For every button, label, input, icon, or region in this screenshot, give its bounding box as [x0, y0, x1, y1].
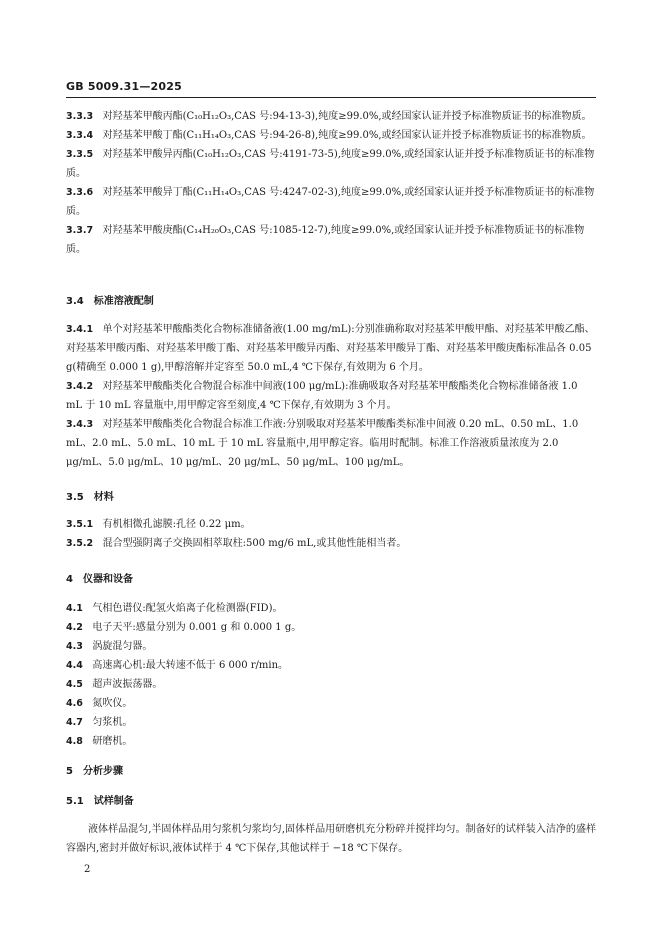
header-rule	[66, 97, 596, 98]
clause-3-3-6: 3.3.6 对羟基苯甲酸异丁酯(C₁₁H₁₄O₃,CAS 号:4247-02-3),纯度≥99.0%,或经国家认证并授予标准物质证书的标准物质。	[66, 187, 595, 217]
section-3-4-heading: 3.4 标准溶液配制	[66, 296, 154, 307]
section-4-body	[66, 599, 596, 751]
section-5-1-paragraph: 液体样品混匀,半固体样品用匀浆机匀浆均匀,固体样品用研磨机充分粉碎并搅拌均匀。制备好的试样装入洁净的盛样容器内,密封并做好标识,液体试样于 4 ℃下保存,其他试样于 −18 ℃下保存。	[66, 824, 596, 854]
clause-4-7: 4.7 匀浆机。	[66, 717, 133, 728]
page-number: 2	[84, 864, 91, 875]
section-4-heading: 4 仪器和设备	[66, 574, 133, 585]
clause-3-5-2: 3.5.2 混合型强阴离子交换固相萃取柱:500 mg/6 mL,或其他性能相当者。	[66, 538, 407, 549]
section-3-5-body	[66, 515, 596, 553]
clause-3-4-2: 3.4.2 对羟基苯甲酸酯类化合物混合标准中间液(100 μg/mL):准确吸取各对羟基苯甲酸酯类化合物标准储备液 1.0 mL 于 10 mL 容量瓶中,用甲醇定容至刻度,4 ℃下保存,有效期为 3 个月。	[66, 381, 578, 411]
clause-3-4-3: 3.4.3 对羟基苯甲酸酯类化合物混合标准工作液:分别吸取对羟基苯甲酸酯类标准中间液 0.20 mL、0.50 mL、1.0 mL、2.0 mL、5.0 mL、10 mL 于 10 mL 容量瓶中,用甲醇定容。临用时配制。标准工作溶液质量浓度为 2.0 μg/mL、5.0 μg/mL、10 μg/mL、20 μg/mL、50 μg/mL、100 μg/mL。	[66, 419, 579, 468]
clause-4-8: 4.8 研磨机。	[66, 736, 133, 747]
reference-materials-list	[66, 107, 596, 259]
section-5-heading: 5 分析步骤	[66, 766, 123, 777]
clause-4-5: 4.5 超声波振荡器。	[66, 679, 163, 690]
clause-3-3-7: 3.3.7 对羟基苯甲酸庚酯(C₁₄H₂₀O₃,CAS 号:1085-12-7),纯度≥99.0%,或经国家认证并授予标准物质证书的标准物质。	[66, 225, 585, 255]
clause-4-2: 4.2 电子天平:感量分别为 0.001 g 和 0.000 1 g。	[66, 622, 302, 633]
clause-3-3-4: 3.3.4 对羟基苯甲酸丁酯(C₁₁H₁₄O₃,CAS 号:94-26-8),纯度≥99.0%,或经国家认证并授予标准物质证书的标准物质。	[66, 130, 592, 141]
clause-4-6: 4.6 氮吹仪。	[66, 698, 133, 709]
section-3-5-heading: 3.5 材料	[66, 492, 114, 503]
clause-4-4: 4.4 高速离心机:最大转速不低于 6 000 r/min。	[66, 660, 289, 671]
clause-4-1: 4.1 气相色谱仪:配氢火焰离子化检测器(FID)。	[66, 603, 283, 614]
standard-number: GB 5009.31—2025	[66, 80, 182, 93]
section-3-4-body	[66, 320, 596, 472]
clause-4-3: 4.3 涡旋混匀器。	[66, 641, 153, 652]
clause-3-5-1: 3.5.1 有机相微孔滤膜:孔径 0.22 μm。	[66, 519, 251, 530]
clause-3-3-5: 3.3.5 对羟基苯甲酸异丙酯(C₁₀H₁₂O₃,CAS 号:4191-73-5),纯度≥99.0%,或经国家认证并授予标准物质证书的标准物质。	[66, 149, 595, 179]
section-5-1-heading: 5.1 试样制备	[66, 796, 134, 807]
clause-3-4-1: 3.4.1 单个对羟基苯甲酸酯类化合物标准储备液(1.00 mg/mL):分别准确称取对羟基苯甲酸甲酯、对羟基苯甲酸乙酯、对羟基苯甲酸丙酯、对羟基苯甲酸丁酯、对羟基苯甲酸异丙酯、对羟基苯甲酸异丁酯、对羟基苯甲酸庚酯标准品各 0.05 g(精确至 0.000 1 g),甲醇溶解并定容至 50.0 mL,4 ℃下保存,有效期为 6 个月。	[66, 324, 595, 373]
clause-3-3-3: 3.3.3 对羟基苯甲酸丙酯(C₁₀H₁₂O₃,CAS 号:94-13-3),纯度≥99.0%,或经国家认证并授予标准物质证书的标准物质。	[66, 111, 592, 122]
